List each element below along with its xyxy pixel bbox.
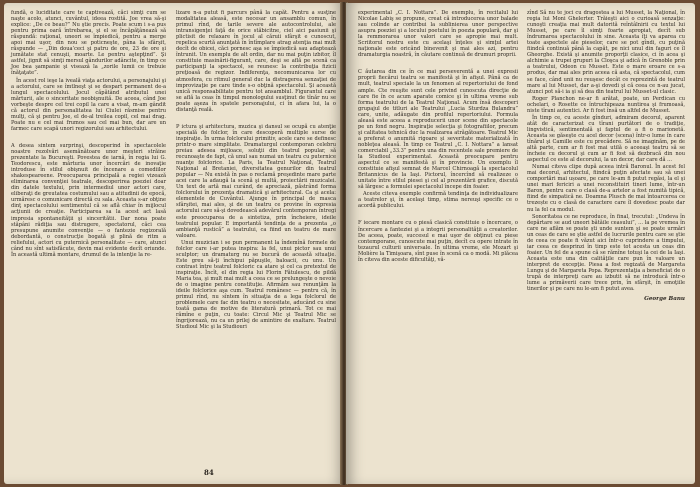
- paragraph: lizare n-a putut fi parcurs până la capăt. Pentru a susţine modalitatea aleasă, este necesar un ansamblu comun, în primul rînd, de tarile severe ale autocontrolului, ale intransigenţei faţă de orice stăbicitne, ciel aici pasiunii şi plictisit de relaxare în jocul al căruii sfârşit e cunoscut, repelica scurtă anunţată în întîmplare atrag atenţia mai mult decît de obicei, căci pornesc aşa se împiedică sau adaptează întrunit. Un exemplu de alt ordin, dar nu mai puţin izbitor, îl constituie masinării-figurant, care, deşi se află pe scenă ca participanţi la spectacol, se reunesc la contribuţia fizicii preţioasă de regizor. Indiferenţa, necomunicarea lor cu atmosfera, cu ritmul general duc la distragerea senzaţiei de improvizaţie pe care tinde s-o obţină spectacolul. Şi această unică responsabilitate pentru tot ansamblul. Figurantul care se află la ceas în timpul monologului susţinut de tînăr nu se poate aşeza în spatele personajului, ci în afara lui, la o distanţă reală.: [176, 10, 336, 113]
- paragraph: Unui muzician i se pun permanent la îndemînă formele de folclor care i-ar putea inspira: la fel, unui pictor sau unui sculptor; un dramaturg nu se bucură de această situaţie. Este greu să-ţi închipui păpuşile, baloacii, cu unu. Un contrast între teatrul folcloric ca atare şi cel ca pretextul de inspiraţie. Încît, el din regia lui Florin Fătulescu, de pildă Maria tea, şi mult mai mult a ceea ce se prelungeşte o nevoie de o imagine pentru constituţie. Afirmăm sau renunţăm la ideile folclorice aşa cum. Teatrul românesc — pentru că, în primul rînd, nu sîntem în situaţia de a lega folclorul de problemele care fac din teatru o necesitate, aducând cu sine toată gama de motive de literatură primară. Tot ce mai rămîne e puţin, cu toate: Circul Mic şi Teatrul Mic se îngrijorează, nu ca un prilej de amintire de exaltare. Teatrul Studioul Mic şi la Studiouri: [176, 239, 336, 331]
- left-column-1: [11, 10, 166, 259]
- right-column-1: [358, 10, 518, 264]
- paragraph: A desea sintem surprinşi, descoperind în spectacolele noastre rezolvări asemănătoare unor meşteri străine prezentate la Bucureşti. Povestea de iarnă, în regia lui G. Teodorescu, este mărturia unor încercări de inovaţie introduse în stilul obişnuit de încenare a comediilor shakespeareene. Preocuparea principală a regiei vizează eliminarea convenţiei teatrale, descoperirea poeziei doar din datele textului, prin intermediul unor actori care, eliberaţi de greutatea costumului sau a atitudinii de epocă, urmăresc o comunicare directă cu sala. Aceasta s-ar obţine dinţ spectacolului sentimentul că se află chiar în mijlocul acţiunii de creaţie. Participarea sa la acest act lasă impresia spontaneităţii şi sinceritătii. Dar nona poate stăpâni rădiţia sau distrugere, spectatorul, căci cea presupune anumite convenţie — o fantezie regizorală debordantă, o construcţie bogată şi plină de ritm a reliefului, actori cu puternică personalitate — care, atunci când nu sînt satisfăcute, devin mai evidente decît oriunde. În această ultimă montare, drumul de la intenţie la re-: [11, 142, 166, 258]
- page-number: 84: [204, 468, 214, 477]
- paragraph: În timp ce, cu aceste gînduri, admiram decorul, aparent atât de caracterizat cu tîrani purtători de o tradiţie, lingvistică, sentimentală şi faptul de a fi o marionetă. Aceasta se găseşte cu acel decor (scena) într-o lume în care tînărul şi Camille este cu precădere. Să ne imaginăm, pe de altă parte, cum ar fi fost mai utilă o aceeaşi teatru să se încheie cu decorul şi cum ar fi fost să dezbracă din nou aspectul ce este al decorului, la un decor, dar care dă ...: [527, 114, 685, 164]
- right-column-2: [527, 10, 685, 302]
- paragraph: În acest rol ieşe la iveală viaţa actorului, a personajului şi a actorului, care se îmtlneşt şi se despart permanent de-a lungul spectacolului. Jocul căpătând atributul unei mărturii, ale o sinceritate neobişnuită. De aceea, când Joe vorbeşte despre cel trei copil la care a visat, m-am gândit că actorul din personalitatea lui Ciulei răsmise pentru mulţi, că şi pentru Joe, el de-al treilea copil, cel mai drag. Poate nu e cel mai frumos sau cel mai bun, dar are un farmec care scapă unori regizorului sau arhitectului.: [11, 77, 166, 132]
- right-page: [346, 3, 695, 484]
- paragraph: fundă, o luciditate care te captivează, căci simţi cum se naşte acolo, atunci, cuvântul, ideea rostită. Joe vrea să-şi explice: „De ce beau?” Nu ştie precis. Poate scum i s-a pus pentru prima oară întrebarea, şi el se încăpăţânează să răspundă: raţional, uneori se împiedică, pentru a merge apoi mai uşor, din nou se poticneşte, pâna la sfârşit, răspunde — „Din doua’ceci şi patru de ore, 23 de ore şi jumătate stat cenuşii, moarte. Le pentru aştepţind”. Şi astfel, jignit să simţi mersul gândurilor adâncite, în timp ce Joe bea şampanie şi viseazã la „zorile lumii ce trebuie înăţaţate”.: [11, 10, 166, 77]
- paragraph: Roger Planchon ne-ar fi arătat, poate, un Perdican cu ochelari, o Rosette ce întruchipeaza nuntirea şi frumoasă, niste tîrani autentici. Ar fi fost însă un altfel de Musset.: [527, 95, 685, 114]
- paragraph: Aceste citeva exemple confirmă tendinţa de individualizare a teatrelor şi, în acelaşi timp, stima nereuşi specific ce o acordă publicului.: [358, 191, 518, 210]
- paragraph: Sonoritatea ce ne reproduce, în final, trecutul: „Undeva în depărtare se aud uneori bătăile ceasului”, ... la pe vremea în care ne aflăm se poate şti unde suntem şi se poate urmări un ceas de care se ştie astfel de lucrurile pentru care se ştie de ceea ce poate fi văzut aici într-o cuprindere a timpului, iar ceea ce desprinzi în timp este tot acesta un ceas din foaier. Un fel de a spune că se rămîne totuşi la cei de la Iaşi. Aceasta este una din calităţile care pun în valoare un interpret de excepţie. Piesa a fost regizată de Margareta Lungu şi de Margareta Popa. Reprezentaţia a beneficiat de o trupă de interpreţi care au izbutit să ne introducă într-o lume a primăverii care trece prin, în sfârşit, în emoţiile tinerilor şi pe care nu le-am fi putut avea.: [527, 213, 685, 293]
- paragraph: C ăutarea din ce în ce mai perseverentă a unei expresii proprii fiecărui teatru se manifestă şi în afişul. Până ca de mult, teatrul speciale la un fenomen al repertoriului de fond ample. Cte reuşite sunt cele privind cunoscuta direcţie de care fie în ce acum aparate comice şi în ultima vreme sub forma teatrului de la Teatrul Naţional. Acum însă descoperi grupajul de titluri ale Teatrului „Lucia Sturdza Bulandra” care, unite, adăugate din profilul repertoriului. Formula aleasă este aceea a reproducerii unor scene din spectacole pe un fond negru. Inspiraţie selecţia şi fotografiilor, precum şi calitatea tehnică duc la realizarea atrăgătoare. Teatrul Mic a preferat o anumită rigoare şi severitate materializată în nobleţea aleasă. În timp ce Teatrul „C. I. Nottara” a lansat comerciabil „33.3” pentru una din recentele sale premiere de la Studioul experimental. Această preocupare pentru aspectul ce se manifestă şi în provincie. Un exemplu îl constituie afişul semnat de Marcel Chirnoagă la spectacolul Britannicus de la Iaşi. Pictorul, încercînd să realizeze o unitate între stilul piesei şi cel al prezentării grafice, discută să lărgesc a formulei spectacolul începe din foaier.: [358, 69, 518, 191]
- paragraph: experimental „C. I. Nottara”. De exemplu, în recitalul lui Nicolae Labiş se propune, creat că introducerea unor balade sau colinde ar contribui la sublinierea unor perspective asupra poeziei şi a locului poetului în poezia populară, dar şi la remmorarea unor valori care se apropie mai mult. Scriitorul nostru este cu acelaşi înţeles şi simţul artei naţionale este oricând binevenit şi mai ales azi, pentru dramaturgia noastră, în căutare continuă de drumuri proprii.: [358, 10, 518, 59]
- paragraph: Numai citeva clipe după aceea intră Baronul. În acest fel mai decorul, arhitectul, fiindcă puţin afectate sau să unei comportări mai ușoare, pe care le-am fi putut regăsi, la el şi unei mari fericiri a unei reconstituiri tineri lume, într-un Baron, pentru care o clasă de-a artelor a fost numită tipică, fiind de simpatică ne. Doamna Plusch de mai întoarcerea ce trezește cu o clasă de caractere care îl dovedesc poate dar nu la fel ca modul.: [527, 164, 685, 213]
- author-signature: George Banu: [644, 296, 685, 303]
- paragraph: F iecare montare cu o piesă clasică constituie o încercare, o încercare a fanteziei şi a integrii personalităţii a creatorilor. De aceea, poate, succesul e mai uşor de obţinut cu piese contemporane, cunoscute mai puţin, decît cu opere intrate în tezaurul culturii universale. În ultima vreme, ele Mozart şi Molière la Timişoara, sînt puse în scenă ca o modă. Mi plăcea în citeva din aceste dificultăţi, vă-: [358, 220, 518, 263]
- paragraph: zînd Să nu te joci cu dragostea a lui Musset, la Naţional, în regia lui Moni Ghelerter. Trăieşti aici o curioasă senzaţie: cunoşti creaţia mai mult datorită reîntâlnirii cu textul lui Musset, pe care îl simţi foarte apropiat, decît sub îndrumarea spectacolului în sine. Aceasta îţi va aparea cu toate aspectele ale pieselor, care se pot gîndi, cu puţină fiindcă continuă până la capăt, pe nici unul din faguri ce îl Gheorghe. Există şi anumite proporţii clasice, ci în acea şi alchimie a trupei grupuri la Cloşca şi adică în Grenoble prin a teatrului, Odeon cu Musset. Este o mare eroare ce s-a produs, dar mai ales prin aceea că asta, că spectacolul, cum se face, când unii nu reuşesc decât ce reprezintă de teatrul mare al lui Musset, dar a-şi dovedi şi că ceea ce n-au jucat, atunci pot să-i ia şi să dea din teatrul lui Musset-ul clasic.: [527, 10, 685, 95]
- paragraph: P ictura şi arhitectura, muzica şi dansul se ocupă cu atenţie specială de folclor, în care descoperă multiple surse de inspiraţie. În urma folclorului primitiv, acele care se definesc printr-o mare simplitate. Dramaturgul contemporan celebru preiau adesea mijloace, soluţii din teatrul popular, să recunoaşte de fapt, că unul sau numai un teatru cu puternice nuanţe folclorice. La Paris, la Teatrul Naţional, Teatrul Naţional al Bretaniei, diversitatea genurilor din teatrul popular — Nu există în pas o reclamă preşedinte mare parte acei care la adaugă la scenă şi multă, proiectării muzicalei. Un text de artă mai curând, de apreciază, păstrând forma folclorului în prezenţa dramatică şi arhitectural. Ca şi acela: elementele de Cuvântul. Ajunge în principal de masca sfârşitei, mai ales, şi de un teatru ce provine în expresia actorului care să-şi dovedească adevărul contemporan întregi este preocuparea de a sintetiza, prin încheiere, ideile teatrului popular. E importantă tendinţa de a prezenta „o ambianţă rustică” a teatrului, ca fiind un teatru de mare valoare.: [176, 123, 337, 239]
- left-column-2: [176, 10, 336, 331]
- left-page: [4, 3, 344, 484]
